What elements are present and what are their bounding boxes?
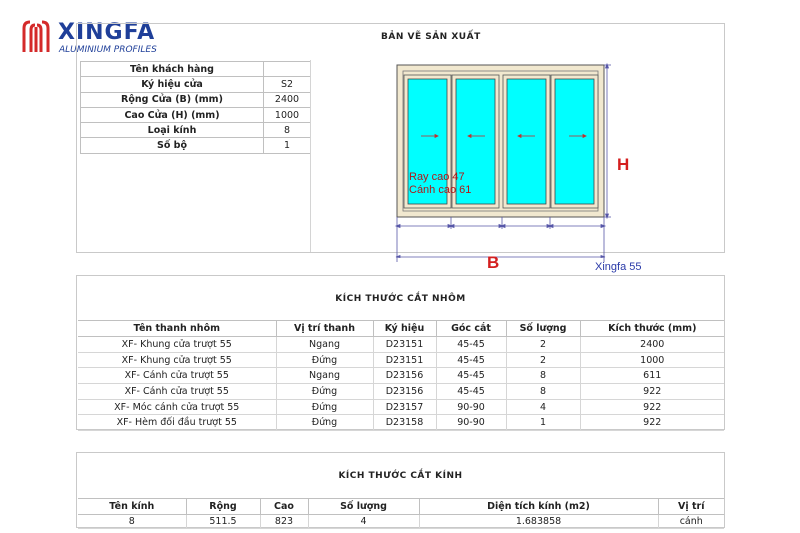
column-header: Góc cắt bbox=[436, 321, 506, 337]
aluminium-cut-table bbox=[78, 320, 724, 431]
table-cell: Đứng bbox=[276, 384, 373, 400]
column-header: Tên kính bbox=[78, 499, 186, 515]
table-cell: 4 bbox=[506, 399, 580, 415]
glass-cut-title: KÍCH THƯỚC CẮT KÍNH bbox=[338, 471, 463, 481]
table-cell: XF- Hèm đối đầu trượt 55 bbox=[78, 415, 276, 431]
spec-value: S2 bbox=[264, 77, 311, 92]
table-cell: 45-45 bbox=[436, 337, 506, 353]
table-cell: D23151 bbox=[373, 352, 436, 368]
table-row bbox=[78, 352, 724, 368]
table-cell: D23157 bbox=[373, 399, 436, 415]
xingfa-emblem-icon bbox=[18, 18, 54, 54]
spec-value bbox=[264, 62, 311, 77]
table-cell: 8 bbox=[506, 384, 580, 400]
glass-cut-section bbox=[76, 452, 725, 528]
brand-name: XINGFA bbox=[58, 20, 156, 45]
spec-row bbox=[81, 62, 311, 77]
spec-value: 1 bbox=[264, 138, 311, 153]
table-cell: 823 bbox=[260, 515, 308, 529]
spec-row bbox=[81, 107, 311, 122]
rail-height-note: Ray cao 47 bbox=[409, 171, 465, 183]
table-cell: Ngang bbox=[276, 368, 373, 384]
table-header-row bbox=[78, 499, 724, 515]
production-title: BẢN VẼ SẢN XUẤT bbox=[381, 32, 481, 42]
table-row bbox=[78, 368, 724, 384]
table-row bbox=[78, 337, 724, 353]
table-cell: 2400 bbox=[580, 337, 724, 353]
table-cell: XF- Cánh cửa trượt 55 bbox=[78, 368, 276, 384]
column-header: Vị trí bbox=[658, 499, 724, 515]
spec-value: 2400 bbox=[264, 92, 311, 107]
table-cell: 90-90 bbox=[436, 415, 506, 431]
table-cell: 2 bbox=[506, 352, 580, 368]
table-cell: 922 bbox=[580, 384, 724, 400]
series-label: Xingfa 55 bbox=[595, 261, 642, 273]
spec-row bbox=[81, 92, 311, 107]
column-header: Tên thanh nhôm bbox=[78, 321, 276, 337]
table-cell: Đứng bbox=[276, 415, 373, 431]
width-dimension bbox=[396, 217, 605, 262]
table-cell: 1.683858 bbox=[419, 515, 658, 529]
table-cell: 922 bbox=[580, 399, 724, 415]
width-label: B bbox=[487, 253, 500, 272]
window-drawing bbox=[311, 54, 723, 273]
table-cell: 8 bbox=[506, 368, 580, 384]
table-cell: 511.5 bbox=[186, 515, 260, 529]
table-cell: Đứng bbox=[276, 399, 373, 415]
spec-label: Ký hiệu cửa bbox=[81, 77, 264, 92]
table-cell: XF- Móc cánh cửa trượt 55 bbox=[78, 399, 276, 415]
spec-label: Rộng Cửa (B) (mm) bbox=[81, 92, 264, 107]
table-cell: D23156 bbox=[373, 368, 436, 384]
glass-pane-4 bbox=[555, 79, 594, 204]
spec-value: 1000 bbox=[264, 107, 311, 122]
table-cell: D23151 bbox=[373, 337, 436, 353]
spec-label: Tên khách hàng bbox=[81, 62, 264, 77]
table-cell: Ngang bbox=[276, 337, 373, 353]
column-header: Rộng bbox=[186, 499, 260, 515]
table-header-row bbox=[78, 321, 724, 337]
table-cell: XF- Khung cửa trượt 55 bbox=[78, 337, 276, 353]
column-header: Cao bbox=[260, 499, 308, 515]
table-cell: 8 bbox=[78, 515, 186, 529]
column-header: Số lượng bbox=[506, 321, 580, 337]
spec-row bbox=[81, 123, 311, 138]
table-row bbox=[78, 415, 724, 431]
glass-cut-table bbox=[78, 498, 724, 529]
height-label: H bbox=[617, 155, 630, 174]
table-row bbox=[78, 399, 724, 415]
column-header: Số lượng bbox=[308, 499, 419, 515]
table-cell: XF- Cánh cửa trượt 55 bbox=[78, 384, 276, 400]
spec-row bbox=[81, 77, 311, 92]
spec-label: Số bộ bbox=[81, 138, 264, 153]
column-header: Ký hiệu bbox=[373, 321, 436, 337]
table-cell: 45-45 bbox=[436, 352, 506, 368]
brand-tagline: ALUMINIUM PROFILES bbox=[59, 45, 157, 55]
sash-height-note: Cánh cao 61 bbox=[409, 184, 472, 196]
spec-value: 8 bbox=[264, 123, 311, 138]
column-header: Vị trí thanh bbox=[276, 321, 373, 337]
column-header: Kích thước (mm) bbox=[580, 321, 724, 337]
table-cell: D23158 bbox=[373, 415, 436, 431]
table-cell: 922 bbox=[580, 415, 724, 431]
spec-row bbox=[81, 138, 311, 153]
spec-label: Loại kính bbox=[81, 123, 264, 138]
glass-pane-3 bbox=[507, 79, 546, 204]
table-cell: 1 bbox=[506, 415, 580, 431]
height-dimension bbox=[604, 64, 611, 218]
table-cell: 90-90 bbox=[436, 399, 506, 415]
table-cell: cánh bbox=[658, 515, 724, 529]
table-cell: XF- Khung cửa trượt 55 bbox=[78, 352, 276, 368]
table-cell: Đứng bbox=[276, 352, 373, 368]
table-cell: 2 bbox=[506, 337, 580, 353]
table-cell: 45-45 bbox=[436, 384, 506, 400]
table-cell: 4 bbox=[308, 515, 419, 529]
spec-label: Cao Cửa (H) (mm) bbox=[81, 107, 264, 122]
production-drawing-section bbox=[76, 23, 725, 273]
column-header: Diện tích kính (m2) bbox=[419, 499, 658, 515]
table-cell: D23156 bbox=[373, 384, 436, 400]
table-cell: 611 bbox=[580, 368, 724, 384]
aluminium-cut-section bbox=[76, 275, 725, 430]
spec-table bbox=[80, 61, 311, 154]
table-row bbox=[78, 384, 724, 400]
aluminium-cut-title: KÍCH THƯỚC CẮT NHÔM bbox=[335, 294, 466, 304]
table-cell: 1000 bbox=[580, 352, 724, 368]
table-row bbox=[78, 515, 724, 529]
table-cell: 45-45 bbox=[436, 368, 506, 384]
